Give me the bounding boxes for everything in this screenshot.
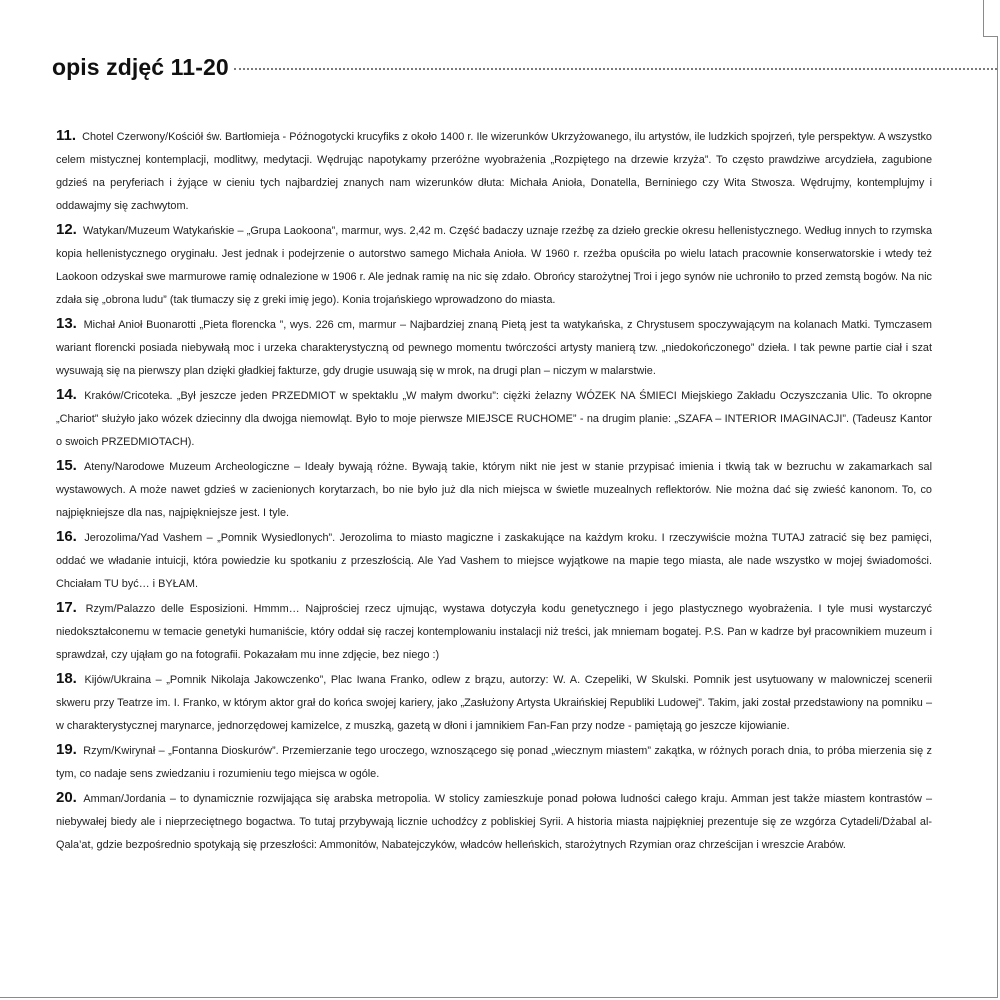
entry-text: Ateny/Narodowe Muzeum Archeologiczne – Ideały bywają różne. Bywają takie, którym nikt nie jest w stanie przypisać imienia i tkwią tak w bezruchu w zakamarkach sal wystawowych. A może nawet gdzieś w zacienionych korytarzach, bo nie było już dla nich miejsca w świetle muzealnych reflektorów. Nie można dać się zwieść kanonom. To, co najpiękniejsze dla nas, najpiękniejsze jest. I tyle. xyxy=(56,461,932,519)
page-corner-tab xyxy=(983,0,998,37)
photo-descriptions xyxy=(56,124,932,857)
entry-text: Kijów/Ukraina – „Pomnik Nikolaja Jakowczenko”, Plac Iwana Franko, odlew z brązu, autorzy: W. A. Czepeliki, W Skulski. Pomnik jest usytuowany w malowniczej scenerii skweru przy Teatrze im. I. Franko, w którym aktor grał do końca swojej kariery, jako „Zasłużony Artysta Ukraińskiej Republiki Ludowej”. Takim, jaki został przedstawiony na pomniku – w charakterystycznej marynarce, jednorzędowej kamizelce, z muszką, gazetą w dłoni i jamnikiem Fan-Fan przy nodze - pamiętają go jeszcze kijowianie. xyxy=(56,674,932,732)
entry-text: Jerozolima/Yad Vashem – „Pomnik Wysiedlonych”. Jerozolima to miasto magiczne i zaskakujące na każdym kroku. I rzeczywiście można TUTAJ zatracić się bez pamięci, oddać we władanie intuicji, która powiedzie ku spotkaniu z przeszłością. Ale Yad Vashem to miejsce wyjątkowe na mapie tego miasta, ale nade wszystko w mojej świadomości. Chciałam TU być… i BYŁAM. xyxy=(56,532,933,590)
description-entry-15 xyxy=(56,454,932,525)
entry-number: 17. xyxy=(56,599,77,616)
entry-number: 15. xyxy=(56,457,77,474)
description-entry-18 xyxy=(56,667,932,738)
entry-number: 19. xyxy=(56,741,77,758)
entry-text: Kraków/Cricoteka. „Był jeszcze jeden PRZEDMIOT w spektaklu „W małym dworku”: ciężki żelazny WÓZEK NA ŚMIECI Miejskiego Zakładu Oczyszczania Ulic. To okropne „Chariot” służyło jako wózek dziecinny dla dwojga niemowląt. Było to moje pierwsze MIEJSCE RUCHOME” - na drugim planie: „SZAFA – INTERIOR IMAGINACJI”. (Tadeusz Kantor o swoich PRZEDMIOTACH). xyxy=(56,390,932,448)
entry-text: Michał Anioł Buonarotti „Pieta florencka ”, wys. 226 cm, marmur – Najbardziej znaną Pietą jest ta watykańska, z Chrystusem spoczywającym na kolanach Matki. Tymczasem wariant florencki posiada niebywałą moc i urzeka charakterystyczną od pewnego momentu twórczości artysty manierą tzw. „niedokończonego” dzieła. I tak pewne partie ciał i szat wysuwają się na pierwszy plan dzięki gładkiej fakturze, gdy drugie usuwają się w mrok, na drugi plan – niczym w malarstwie. xyxy=(56,319,932,377)
header xyxy=(52,50,997,90)
dotted-leader-line xyxy=(234,68,997,70)
description-entry-14 xyxy=(56,383,932,454)
description-entry-17 xyxy=(56,596,932,667)
entry-text: Watykan/Muzeum Watykańskie – „Grupa Laokoona”, marmur, wys. 2,42 m. Część badaczy uznaje rzeźbę za dzieło greckie okresu hellenistycznego. Według innych to rzymska kopia hellenistycznego oryginału. Jest jednak i podejrzenie o autorstwo samego Michała Anioła. W 1960 r. rzeźba opuściła po wielu latach pracownie konserwatorskie i wtedy też Laokoon odzyskał swe marmurowe ramię odnalezione w 1906 r. Ale jednak ramię na nic się zdało. Obrońcy starożytnej Troi i jego synów nie uchroniło to przed zemstą bogów. Na nic zdała się „obrona ludu” (tak tłumaczy się z greki imię jego). Konia trojańskiego wprowadzono do miasta. xyxy=(56,225,932,306)
page-title: opis zdjęć 11-20 xyxy=(52,54,229,80)
description-entry-20 xyxy=(56,786,932,857)
entry-number: 11. xyxy=(56,127,77,144)
entry-number: 18. xyxy=(56,670,77,687)
entry-number: 20. xyxy=(56,789,77,806)
entry-text: Rzym/Palazzo delle Esposizioni. Hmmm… Najprościej rzecz ujmując, wystawa dotyczyła kodu genetycznego i jego plastycznego wyobrażenia. I tyle musi wystarczyć niedokształconemu w temacie genetyki humaniście, który oddał się raczej kontemplowaniu instalacji niż treści, jak mniemam bogatej. P.S. Pan w kadrze był pracownikiem muzeum i sprawdzał, czy ująłam go na fotografii. Pokazałam mu inne zdjęcie, bez niego :) xyxy=(56,603,932,661)
description-entry-12 xyxy=(56,218,932,312)
entry-text: Chotel Czerwony/Kościół św. Bartłomieja - Późnogotycki krucyfiks z około 1400 r. Ile wizerunków Ukrzyżowanego, ilu artystów, ile ludzkich spojrzeń, tyle perspektyw. A wszystko celem mistycznej kontemplacji, modlitwy, medytacji. Wędrując napotykamy przeróżne wyobrażenia „Rozpiętego na drzewie krzyża”. To często prawdziwe arcydzieła, zagubione gdzieś na peryferiach i żyjące w cieniu tych najbardziej znanych nam wizerunków dłuta: Michała Anioła, Donatella, Berniniego czy Wita Stwosza. Wędrujmy, kontemplujmy i oddawajmy się zachwytom. xyxy=(56,131,932,212)
entry-text: Rzym/Kwirynał – „Fontanna Dioskurów”. Przemierzanie tego uroczego, wznoszącego się ponad „wiecznym miastem” zakątka, w różnych porach dnia, to próba mierzenia się z tym, co nadaje sens zwiedzaniu i rozumieniu tego miejsca w ogóle. xyxy=(56,745,932,780)
description-entry-11 xyxy=(56,124,932,218)
entry-text: Amman/Jordania – to dynamicznie rozwijająca się arabska metropolia. W stolicy zamieszkuje ponad połowa ludności całego kraju. Amman jest także miastem kontrastów – niebywałej biedy ale i nieprzeciętnego bogactwa. To tutaj przybywają licznie uchodźcy z pobliskiej Syrii. A historia miasta najpiękniej prezentuje się ze wzgórza Cytadeli/Dżabal al-Qala’at, gdzie bezpośrednio spotykają się przeszłości: Ammonitów, Nabatejczyków, władców helleńskich, starożytnych Rzymian oraz chrześcijan i wreszcie Arabów. xyxy=(56,793,932,851)
entry-number: 14. xyxy=(56,386,77,403)
entry-number: 16. xyxy=(56,528,77,545)
entry-number: 13. xyxy=(56,315,77,332)
entry-number: 12. xyxy=(56,221,77,238)
description-entry-19 xyxy=(56,738,932,786)
description-entry-13 xyxy=(56,312,932,383)
description-entry-16 xyxy=(56,525,932,596)
